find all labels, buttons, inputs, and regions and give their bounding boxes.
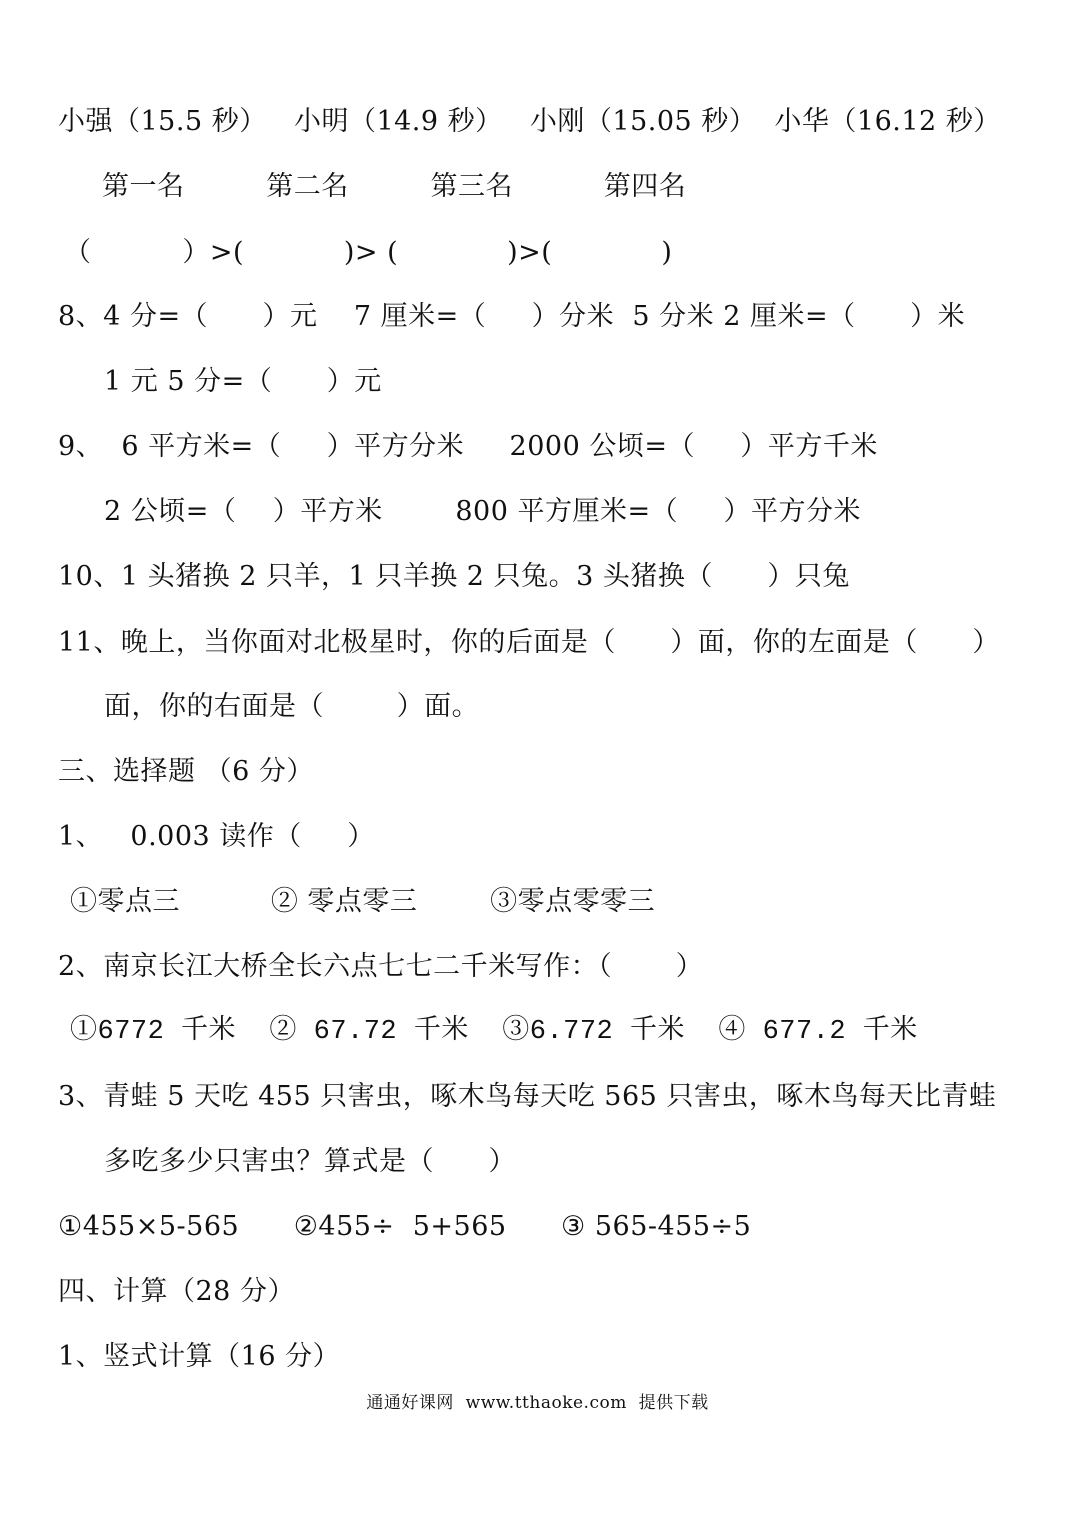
footer-credit: 通通好课网 www.tthaoke.com 提供下载 bbox=[366, 1393, 709, 1413]
rank-labels-line: 第一名 第二名 第三名 第四名 bbox=[102, 171, 687, 202]
choice-2-options: ①6772 千米 ② 67.72 千米 ③6.772 千米 ④ 677.2 千米 bbox=[70, 1017, 918, 1047]
choice-3-question-2: 多吃多少只害虫？算式是（ ） bbox=[104, 1146, 516, 1177]
choice-1-question: 1、 0.003 读作（ ） bbox=[58, 821, 375, 852]
calc-1-heading: 1、竖式计算（16 分） bbox=[58, 1341, 341, 1372]
question-9-line: 9、 6 平方米=（ ）平方分米 2000 公顷=（ ）平方千米 bbox=[58, 431, 878, 462]
choice-3-options: ①455×5-565 ②455÷ 5+565 ③ 565-455÷5 bbox=[58, 1211, 752, 1242]
section-3-heading: 三、选择题 （6 分） bbox=[58, 756, 314, 787]
choice-1-options: ①零点三 ② 零点零三 ③零点零零三 bbox=[70, 886, 656, 917]
choice-2-question: 2、南京长江大桥全长六点七七二千米写作：（ ） bbox=[58, 951, 704, 982]
question-10-line: 10、1 头猪换 2 只羊，1 只羊换 2 只兔。3 头猪换（ ）只兔 bbox=[58, 561, 850, 592]
question-11-line-2: 面，你的右面是（ ）面。 bbox=[104, 691, 480, 722]
question-9-line-2: 2 公顷=（ ）平方米 800 平方厘米=（ ）平方分米 bbox=[104, 496, 862, 527]
choice-3-question: 3、青蛙 5 天吃 455 只害虫，啄木鸟每天吃 565 只害虫，啄木鸟每天比青蛙 bbox=[58, 1081, 997, 1112]
section-4-heading: 四、计算（28 分） bbox=[58, 1276, 295, 1307]
question-11-line: 11、晚上，当你面对北极星时，你的后面是（ ）面，你的左面是（ ） bbox=[58, 627, 1000, 658]
rank-blanks-line: （ ）>( )> ( )>( ) bbox=[64, 237, 673, 268]
question-8-line: 8、4 分=（ ）元 7 厘米=（ ）分米 5 分米 2 厘米=（ ）米 bbox=[58, 301, 966, 332]
race-times-line: 小强（15.5 秒） 小明（14.9 秒） 小刚（15.05 秒） 小华（16.12 秒） bbox=[58, 106, 1001, 137]
question-8-line-2: 1 元 5 分=（ ）元 bbox=[104, 366, 382, 397]
